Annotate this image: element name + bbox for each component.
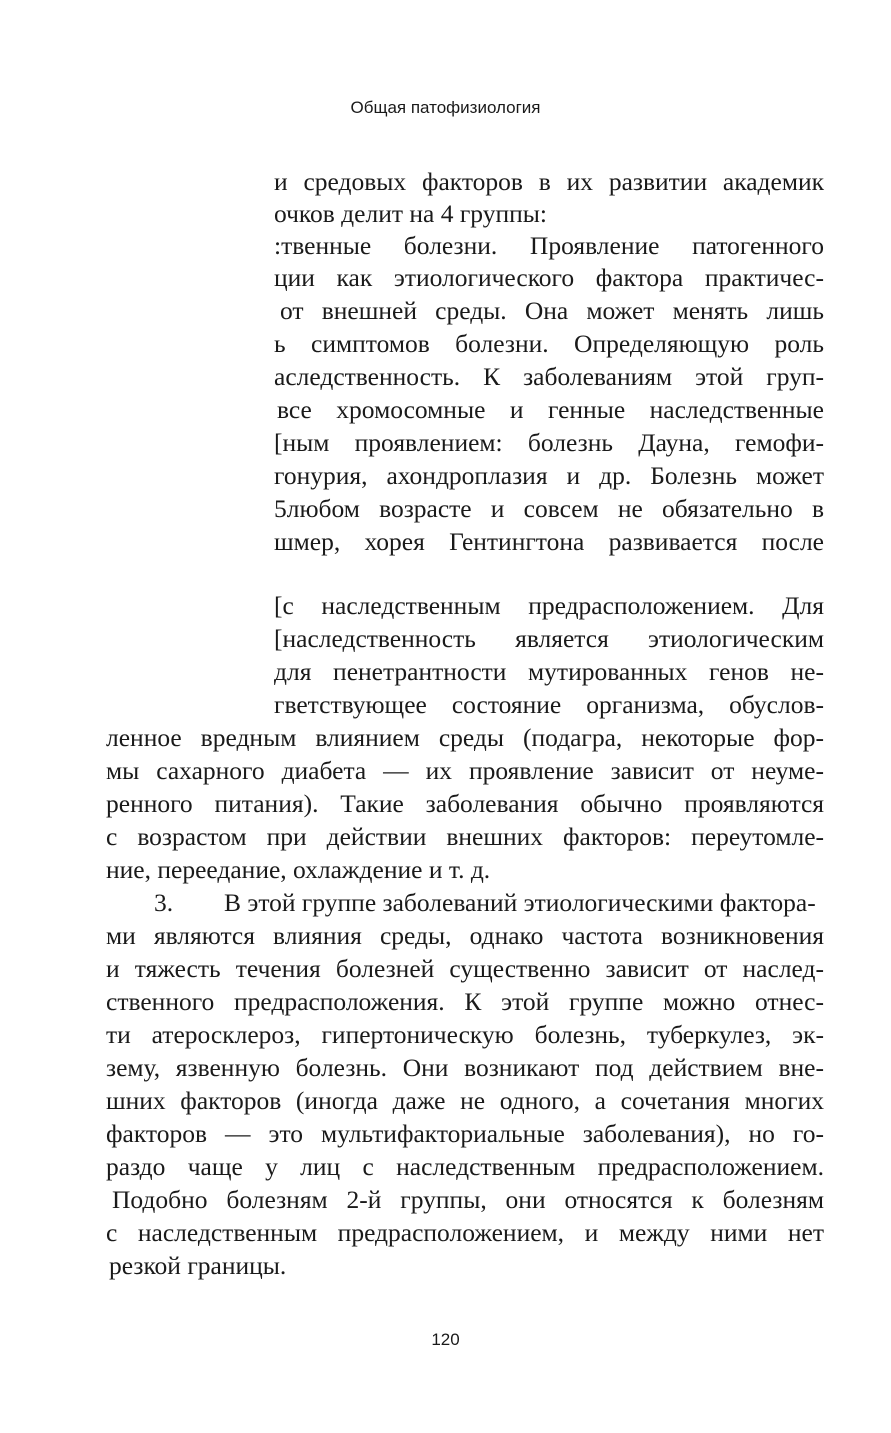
text-line: аследственность. К заболеваниям этой груп- [274, 362, 824, 391]
text-line: с возрастом при действии внешних факторов: переутомле- [106, 822, 824, 851]
text-line: ственного предрасположения. К этой группе можно отнес- [106, 987, 824, 1016]
text-line: ленное вредным влиянием среды (подагра, некоторые фор- [106, 723, 824, 752]
text-line: Подобно болезням 2-й группы, они относятся к болезням [112, 1185, 824, 1214]
running-header: Общая патофизиология [350, 98, 541, 117]
text-line: ми являются влияния среды, однако частота возникновения [106, 921, 824, 950]
text-line: ь симптомов болезни. Определяющую роль [274, 329, 824, 358]
page-number: 120 [431, 1330, 460, 1349]
text-line: с наследственным предрасположением, и между ними нет [106, 1218, 824, 1247]
text-line: мы сахарного диабета — их проявление зависит от неуме- [106, 756, 824, 785]
text-line: ции как этиологического фактора практичес- [274, 263, 824, 292]
text-line: от внешней среды. Она может менять лишь [280, 296, 824, 325]
text-line: очков делит на 4 группы: [274, 199, 547, 228]
text-line: для пенетрантности мутированных генов не- [274, 657, 824, 686]
text-line: и тяжесть течения болезней существенно зависит от наслед- [106, 954, 824, 983]
text-line: шних факторов (иногда даже не одного, а сочетания многих [106, 1086, 824, 1115]
text-line: резкой границы. [109, 1251, 287, 1280]
text-line: гветствующее состояние организма, обуслов- [274, 690, 824, 719]
text-line: [ным проявлением: болезнь Дауна, гемофи- [274, 428, 824, 457]
text-line: 5любом возрасте и совсем не обязательно в [274, 494, 824, 523]
text-line: гонурия, ахондроплазия и др. Болезнь может [274, 461, 824, 490]
text-line: все хромосомные и генные наследственные [277, 395, 824, 424]
list-item-number: 3. [154, 888, 174, 917]
text-line: и средовых факторов в их развитии академик [274, 167, 824, 196]
list-item-text: В этой группе заболеваний этиологическими фактора- [224, 888, 816, 917]
text-line: зему, язвенную болезнь. Они возникают под действием вне- [106, 1053, 824, 1082]
text-line: ти атеросклероз, гипертоническую болезнь, туберкулез, эк- [106, 1020, 824, 1049]
text-line: факторов — это мультифакториальные заболевания), но го- [106, 1119, 824, 1148]
text-line: [с наследственным предрасположением. Для [274, 591, 824, 620]
text-line: ренного питания). Такие заболевания обычно проявляются [106, 789, 824, 818]
text-line: :твенные болезни. Проявление патогенного [274, 231, 824, 260]
text-line: раздо чаще у лиц с наследственным предрасположением. [106, 1152, 824, 1181]
text-line: [наследственность является этиологическим [274, 624, 824, 653]
text-line: ние, переедание, охлаждение и т. д. [106, 855, 491, 884]
text-line: шмер, хорея Гентингтона развивается после [274, 527, 824, 556]
